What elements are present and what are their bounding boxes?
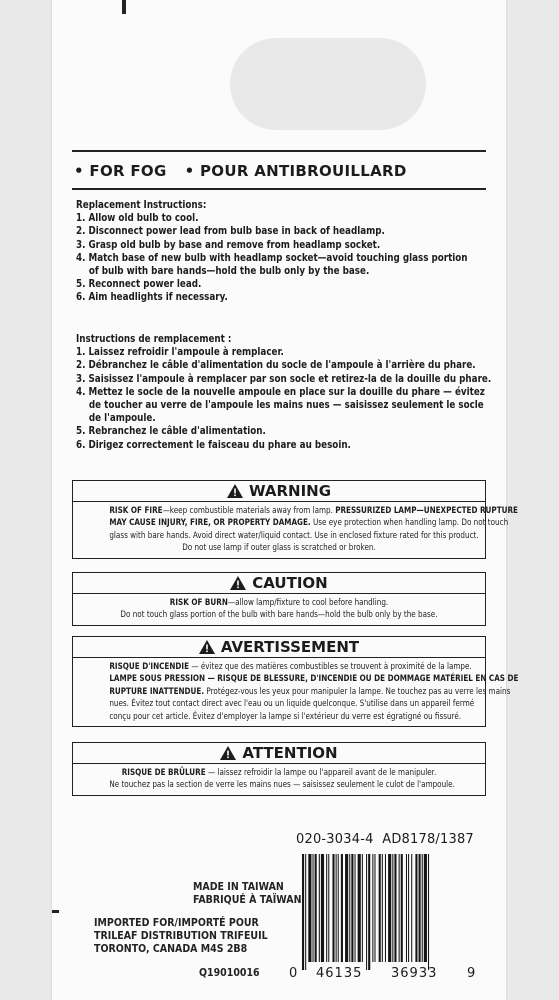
avertissement-body: RISQUE D'INCENDIE — évitez que des matières combustibles se trouvent à proximité de la lampe. LAMPE SOUS PRESSION — RISQUE DE BLESSURE, D'INCENDIE OU DE DOMMAGE MATÉRIEL EN CAS DE RUPTURE INATTENDUE. Protégez-vous les yeux pour manipuler la lampe. Ne touchez pas au verre les mains nues. Évitez tout contact direct avec l'eau ou un liquide quelconque. S'utilise dans un appareil fermé conçu pour cet article. Évitez d'employer la lampe si l'extérieur du verre est égratigné ou fissuré. [109, 662, 519, 722]
instruction-step: 5. Reconnect power lead. [76, 279, 202, 291]
barcode-bar [349, 854, 350, 962]
barcode-bar [328, 854, 329, 962]
made-in: MADE IN TAIWAN [193, 881, 284, 893]
top-tick-mark [122, 0, 126, 14]
fog-en-label: • FOR FOG [74, 162, 167, 180]
instruction-step: 1. Allow old bulb to cool. [76, 213, 199, 225]
barcode-bar [355, 854, 356, 962]
avertissement-box [72, 636, 519, 727]
instruction-step: 5. Rebranchez le câble d'alimentation. [76, 426, 266, 438]
barcode-bar [392, 854, 393, 962]
barcode-bar [419, 854, 421, 962]
barcode-bar [302, 854, 304, 970]
attention-body: RISQUE DE BRÛLURE — laissez refroidir la lampe ou l'appareil avant de le manipuler. Ne touchez pas la section de verre les mains nues — saisissez seulement le culot de l'ampoule. [109, 768, 455, 791]
barcode-bar [415, 854, 417, 962]
caution-body: RISK OF BURN—allow lamp/fixture to cool before handling. Do not touch glass portion of the bulb with bare hands—hold the bulb only by the base. [120, 598, 438, 621]
barcode-bar [351, 854, 353, 962]
barcode-bar [424, 854, 427, 962]
instruction-step: 2. Disconnect power lead from bulb base in back of headlamp. [76, 226, 385, 238]
fabrique: FABRIQUÉ À TAÏWAN [193, 894, 302, 906]
warning-triangle-icon [199, 640, 215, 654]
barcode-bar [319, 854, 320, 962]
warning-triangle-icon [220, 746, 236, 760]
imported-for: IMPORTED FOR/IMPORTÉ POUR [94, 917, 259, 929]
lot-number: Q19010016 [199, 967, 260, 979]
barcode-bar [315, 854, 317, 962]
barcode-bar [388, 854, 391, 962]
barcode-bar [313, 854, 314, 962]
barcode-bar [308, 854, 311, 962]
instruction-step-cont: de l'ampoule. [88, 413, 156, 425]
barcode-digit-first: 0 [289, 966, 299, 981]
barcode-bar [366, 854, 367, 970]
instruction-step: 6. Aim headlights if necessary. [76, 292, 228, 304]
barcode-digits-right: 36933 [391, 966, 438, 981]
barcode-bar [345, 854, 348, 962]
barcode-bar [399, 854, 400, 962]
barcode-bar [406, 854, 407, 962]
barcode-bar [385, 854, 386, 962]
fog-fr-label: • POUR ANTIBROUILLARD [184, 162, 407, 180]
instruction-step: 3. Saisissez l'ampoule à remplacer par son socle et retirez-la de la douille du phare. [76, 373, 492, 385]
origin-block [193, 881, 302, 907]
barcode-bar [401, 854, 403, 962]
barcode-bar [362, 854, 363, 962]
barcode-bar [326, 854, 327, 962]
warning-box [72, 480, 518, 559]
avertissement-title: AVERTISSEMENT [73, 637, 485, 658]
instruction-step: 4. Match base of new bulb with headlamp socket—avoid touching glass portion [76, 252, 468, 264]
heading-rule [72, 188, 486, 190]
barcode-digits-left: 46135 [316, 966, 363, 981]
instructions-fr-title: Instructions de remplacement : [76, 334, 232, 345]
barcode-bar [368, 854, 370, 970]
fog-heading [74, 160, 486, 182]
upc-barcode [302, 854, 466, 970]
barcode-bar [321, 854, 324, 962]
instruction-step: 1. Laissez refroidir l'ampoule à remplacer. [76, 347, 284, 359]
barcode-bar [358, 854, 361, 962]
part-code: 020-3034-4 [296, 832, 374, 847]
barcode-bar [338, 854, 339, 962]
barcode-bar [379, 854, 381, 962]
barcode-bar [332, 854, 334, 962]
model-code: AD8178/1387 [382, 832, 474, 847]
caution-title: CAUTION [73, 573, 485, 594]
company-address: TORONTO, CANADA M4S 2B8 [94, 943, 248, 955]
barcode-bar [374, 854, 375, 962]
barcode-bar [382, 854, 383, 962]
instruction-step: 2. Débranchez le câble d'alimentation du socle de l'ampoule à l'arrière du phare. [76, 360, 476, 372]
barcode-digit-last: 9 [467, 966, 477, 981]
warning-title: WARNING [73, 481, 485, 502]
top-rule [72, 150, 486, 152]
company-name: TRILEAF DISTRIBUTION TRIFEUIL [94, 930, 268, 942]
side-tick-mark [52, 910, 59, 913]
barcode-bar [411, 854, 412, 962]
barcode-bar [372, 854, 373, 962]
instructions-en [76, 199, 468, 305]
barcode-bar [422, 854, 423, 962]
warning-body: RISK OF FIRE—keep combustible materials away from lamp. PRESSURIZED LAMP—UNEXPECTED RUPTURE MAY CAUSE INJURY, FIRE, OR PROPERTY DAMAGE. Use eye protection when handling lamp. Do not touch glass with bare hands. Avoid direct water/liquid contact. Use in enclosed fixture rated for this product. Do not use lamp if outer glass is scratched or broken. [109, 506, 518, 554]
instruction-step-cont: de toucher au verre de l'ampoule les mains nues — saisissez seulement le socle [88, 400, 484, 412]
barcode-bar [408, 854, 409, 962]
instructions-fr [76, 333, 492, 452]
barcode-bar [305, 854, 306, 970]
hang-hole [230, 38, 426, 130]
attention-box [72, 742, 486, 796]
instruction-step: 6. Dirigez correctement le faisceau du phare au besoin. [76, 439, 351, 451]
barcode-bar [336, 854, 337, 962]
caution-box [72, 572, 486, 626]
instruction-step: 4. Mettez le socle de la nouvelle ampoule en place sur la douille du phare — évitez [76, 386, 485, 398]
warning-triangle-icon [230, 576, 246, 590]
instruction-step: 3. Grasp old bulb by base and remove from headlamp socket. [76, 239, 381, 251]
attention-title: ATTENTION [73, 743, 485, 764]
warning-triangle-icon [227, 484, 243, 498]
barcode-bar [341, 854, 343, 962]
instruction-step-cont: of bulb with bare hands—hold the bulb only by the base. [88, 266, 370, 278]
barcode-bar [428, 854, 429, 970]
instructions-en-title: Replacement Instructions: [76, 200, 207, 211]
barcode-bar [394, 854, 396, 962]
importer-block [94, 917, 268, 956]
product-codes [296, 832, 474, 847]
